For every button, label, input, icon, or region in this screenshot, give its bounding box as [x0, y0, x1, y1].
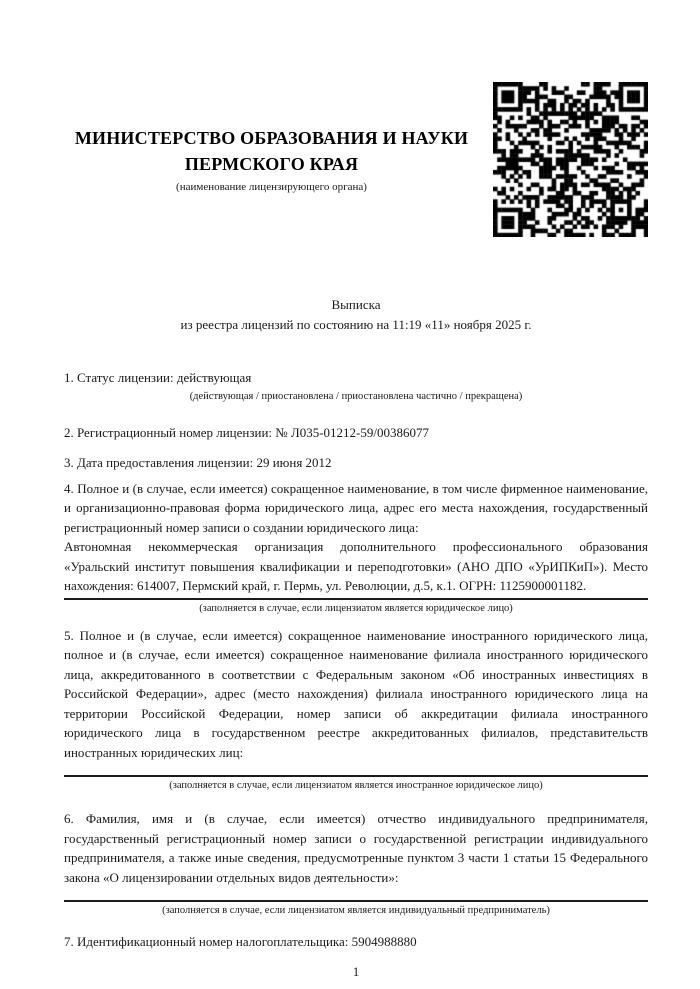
item-7-taxpayer-number — [64, 932, 648, 952]
item-text: 5. Полное и (в случае, если имеется) сокращенное наименование иностранного юридического лица, полное и (в случае, если имеется) сокращенное наименование филиала иностранного юридического лица, аккредитованного в соответствии с Федеральным законом «Об иностранных инвестициях в Российской Федерации», адрес (место нахождения) филиала иностранного юридического лица на территории Российской Федерации, номер записи об аккредитации филиала иностранного юридического лица в государственном реестре аккредитованных филиалов, представительств иностранных юридических лиц: — [64, 627, 648, 760]
document-header — [64, 80, 648, 238]
item-2-registration-number — [64, 423, 648, 443]
fill-line-rule — [64, 598, 648, 600]
item-5-foreign-entity — [64, 626, 648, 793]
ministry-name-line2: ПЕРМСКОГО КРАЯ — [184, 153, 359, 174]
page-number: 1 — [352, 963, 360, 979]
extract-title — [64, 295, 648, 335]
ministry-name-line1: МИНИСТЕРСТВО ОБРАЗОВАНИЯ И НАУКИ — [74, 127, 469, 148]
extract-title-line1: Выписка — [331, 297, 381, 312]
item-4-legal-entity — [64, 479, 648, 615]
extract-title-line2: из реестра лицензий по состоянию на 11:19 «11» ноября 2025 г. — [180, 317, 532, 332]
fill-line-rule — [64, 775, 648, 777]
licensing-authority-block — [64, 125, 493, 194]
item-text: 6. Фамилия, имя и (в случае, если имеется) отчество индивидуального предпринимателя, государственный регистрационный номер записи о государственной регистрации индивидуального предпринимателя, а также иные сведения, предусмотренные пунктом 3 части 1 статьи 15 Федерального закона «О лицензировании отдельных видов деятельности»: — [64, 811, 648, 885]
fill-line-rule — [64, 900, 648, 902]
item-1-license-status — [64, 368, 648, 403]
item-6-individual-entrepreneur — [64, 809, 648, 917]
item-1-caption: (действующая / приостановлена / приостановлена частично / прекращена) — [189, 390, 523, 402]
item-text: 1. Статус лицензии: действующая — [64, 370, 252, 385]
item-4-caption: (заполняется в случае, если лицензиатом является юридическое лицо) — [199, 602, 513, 614]
qr-code-image — [493, 82, 648, 237]
item-3-grant-date — [64, 453, 648, 473]
item-text: 3. Дата предоставления лицензии: 29 июня 2012 — [64, 455, 332, 470]
item-5-caption: (заполняется в случае, если лицензиатом является иностранное юридическое лицо) — [169, 780, 543, 791]
item-text: 2. Регистрационный номер лицензии: № Л035-01212-59/00386077 — [64, 424, 430, 440]
item-value: Автономная некоммерческая организация дополнительного профессионального образования «Уральский институт повышения квалификации и переподготовки» (АНО ДПО «УрИПКиП»). Место нахождения: 614007, Пермский край, г. Пермь, ул. Революции, д.5, к.1. ОГРН: 1125900001182. — [64, 539, 648, 593]
item-6-caption: (заполняется в случае, если лицензиатом является индивидуальный предприниматель) — [162, 905, 550, 916]
item-text: 4. Полное и (в случае, если имеется) сокращенное наименование, в том числе фирменное наименование, и организационно-правовая форма юридического лица, адрес его места нахождения, государственный регистрационный номер записи о создании юридического лица: — [64, 480, 648, 535]
ministry-caption: (наименование лицензирующего органа) — [176, 180, 367, 193]
item-text: 7. Идентификационный номер налогоплательщика: 5904988880 — [64, 934, 417, 949]
